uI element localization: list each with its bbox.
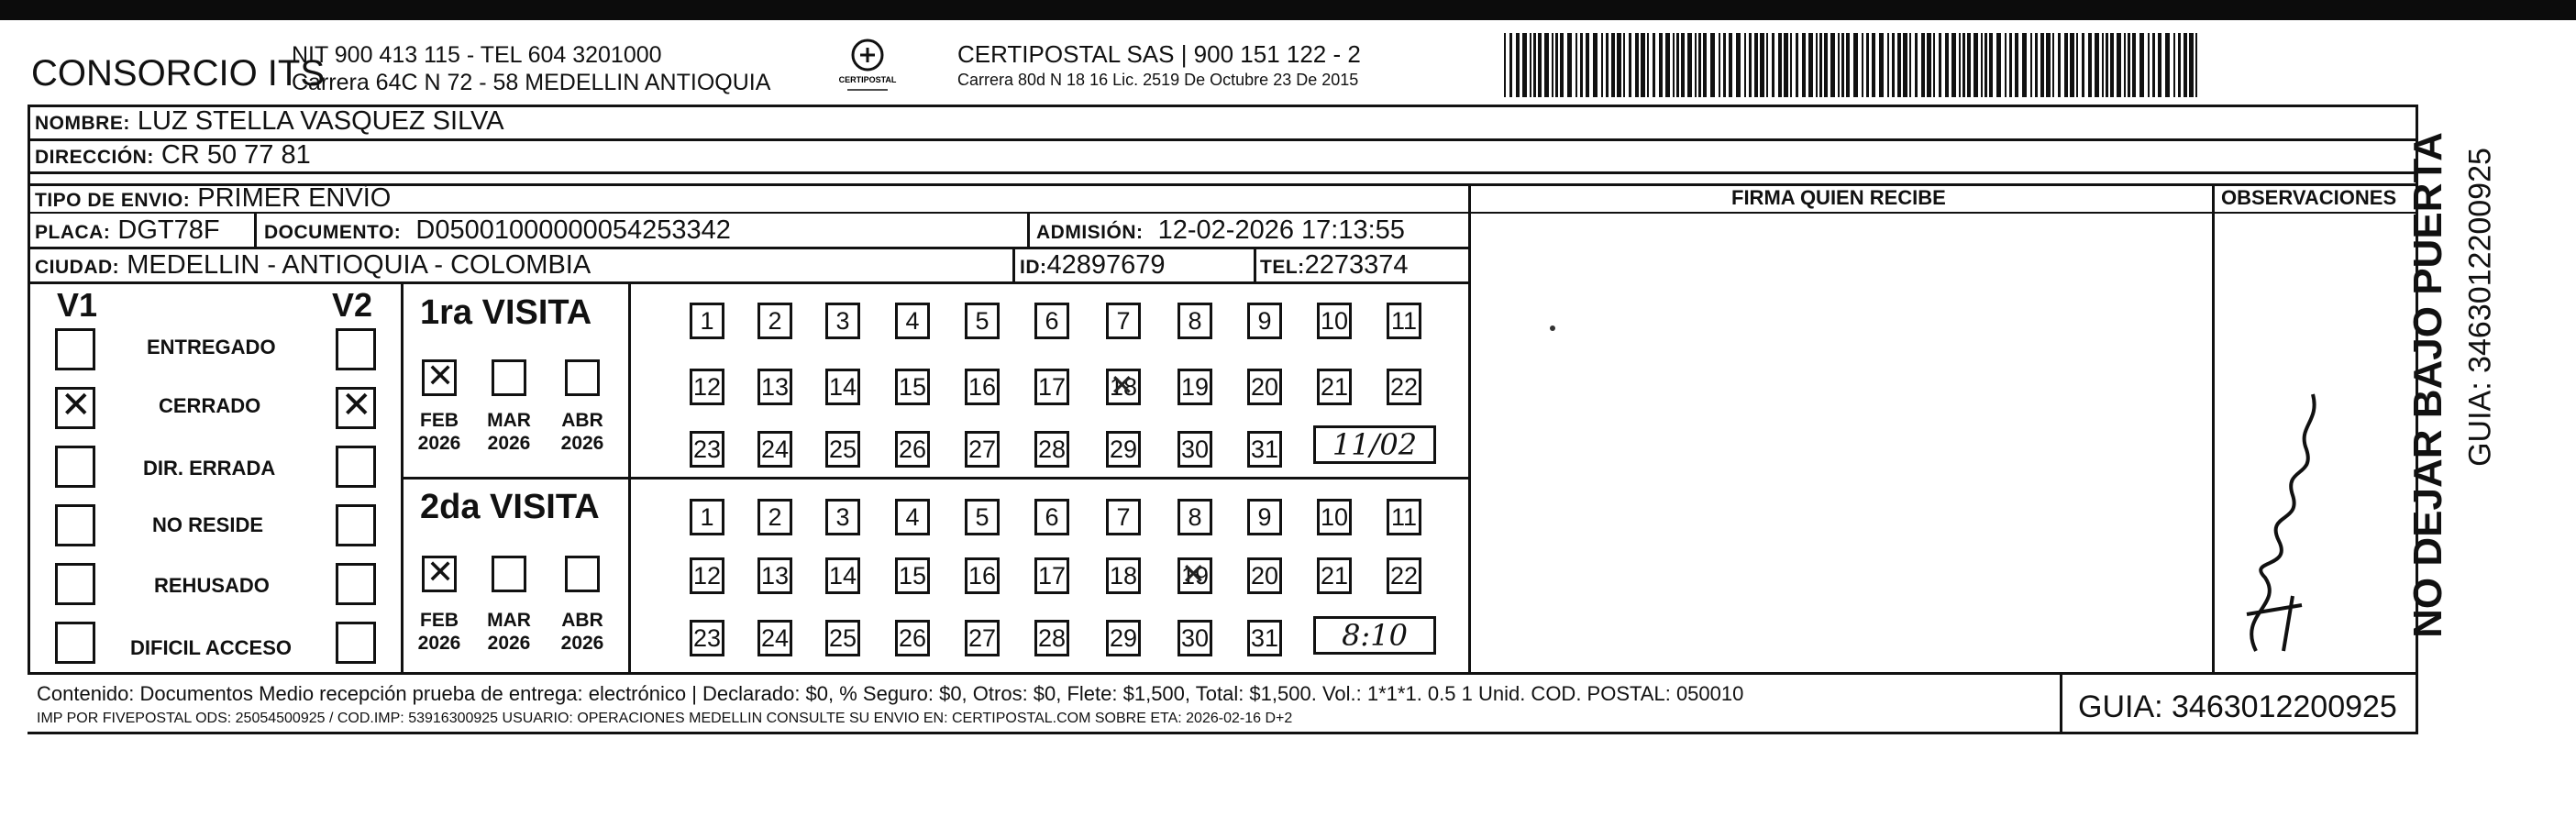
barcode-bar: [1866, 33, 1869, 97]
barcode-bar: [1606, 33, 1609, 97]
barcode-bar: [1959, 33, 1961, 97]
barcode-bar: [2128, 33, 2130, 97]
barcode-bar: [1647, 33, 1649, 97]
v1-entregado-checkbox[interactable]: [55, 328, 95, 370]
day-box[interactable]: 9: [1247, 499, 1282, 535]
tel-row: [1260, 250, 1409, 281]
day-box[interactable]: 2: [757, 499, 792, 535]
rule: [254, 212, 257, 247]
barcode-bar: [1681, 33, 1685, 97]
barcode-bar: [1892, 33, 1895, 97]
day-box[interactable]: 27: [965, 620, 1000, 656]
barcode-bar: [1522, 33, 1527, 97]
barcode-bar: [2178, 33, 2181, 97]
barcode-bar: [1695, 33, 1697, 97]
day-box[interactable]: 11: [1387, 303, 1421, 339]
barcode-bar: [1802, 33, 1806, 97]
company-address: Carrera 64C N 72 - 58 MEDELLIN ANTIOQUIA: [292, 70, 771, 95]
day-box[interactable]: 1: [690, 499, 724, 535]
rule: [28, 171, 2417, 174]
tel-value: 2273374: [1304, 250, 1409, 280]
barcode-bar: [2124, 33, 2126, 97]
admision-value: 12-02-2026 17:13:55: [1157, 215, 1405, 245]
barcode-bar: [1641, 33, 1645, 97]
month-year: 2026: [560, 633, 604, 654]
barcode-bar: [1784, 33, 1788, 97]
nombre-label: NOMBRE:: [35, 113, 130, 134]
barcode-bar: [2064, 33, 2068, 97]
day-box[interactable]: 30: [1177, 620, 1212, 656]
day-box[interactable]: 22: [1387, 369, 1421, 405]
month-label: MAR: [487, 410, 531, 431]
tipo-envio-row: [35, 183, 391, 214]
barcode-bar: [2152, 33, 2155, 97]
rule: [2416, 672, 2418, 734]
barcode-bar: [1766, 33, 1768, 97]
month-label: ABR: [561, 610, 603, 631]
barcode-bar: [1981, 33, 1983, 97]
placa-value: DGT78F: [117, 215, 220, 245]
tel-label: TEL:: [1260, 257, 1305, 278]
day-box[interactable]: 31: [1247, 431, 1282, 468]
day-box[interactable]: 17: [1034, 369, 1069, 405]
barcode-bar: [1575, 33, 1577, 97]
barcode-bar: [1593, 33, 1598, 97]
day-box[interactable]: 11: [1387, 499, 1421, 535]
direccion-label: DIRECCIÓN:: [35, 147, 154, 168]
barcode-bar: [1760, 33, 1764, 97]
barcode-bar: [1790, 33, 1792, 97]
id-row: [1020, 250, 1166, 281]
barcode-bar: [1945, 33, 1949, 97]
day-box[interactable]: 9: [1247, 303, 1282, 339]
documento-value: D05001000000054253342: [415, 215, 731, 245]
barcode-bar: [1530, 33, 1531, 97]
barcode-bar: [1830, 33, 1835, 97]
barcode-bar: [1903, 33, 1907, 97]
barcode-bar: [2076, 33, 2078, 97]
day-box[interactable]: 24: [757, 620, 792, 656]
visit-1-feb-checkbox[interactable]: [422, 359, 457, 396]
observaciones-header: OBSERVACIONES: [2221, 186, 2397, 209]
no-dejar-bajo-puerta: NO DEJAR BAJO PUERTA: [2405, 132, 2450, 638]
barcode-bar: [1879, 33, 1884, 97]
day-box[interactable]: 5: [965, 303, 1000, 339]
day-box[interactable]: 17: [1034, 557, 1069, 594]
company-name: CONSORCIO ITS: [31, 53, 326, 94]
barcode-bar: [1504, 33, 1506, 97]
visit-1-month-mar: [480, 409, 538, 455]
barcode-bar: [2030, 33, 2032, 97]
day-box[interactable]: 19: [1177, 369, 1212, 405]
barcode-bar: [1819, 33, 1822, 97]
rule: [28, 138, 2417, 141]
barcode-bar: [1509, 33, 1512, 97]
visit-1-month-feb: [410, 409, 469, 455]
barcode-bar: [2046, 33, 2051, 97]
barcode-bar: [2009, 33, 2012, 97]
barcode-bar: [1560, 33, 1564, 97]
month-year: 2026: [487, 633, 531, 654]
barcode-bar: [1927, 33, 1931, 97]
month-year: 2026: [560, 433, 604, 454]
barcode-bar: [1659, 33, 1663, 97]
v2-entregado-checkbox[interactable]: [336, 328, 376, 370]
top-band: [0, 0, 2576, 20]
barcode-bar: [2148, 33, 2150, 97]
day-box[interactable]: 27: [965, 431, 1000, 468]
barcode-bar: [1698, 33, 1701, 97]
month-label: MAR: [487, 610, 531, 631]
visit-1-title: 1ra VISITA: [420, 293, 592, 332]
placa-label: PLACA:: [35, 222, 111, 243]
day-box[interactable]: 10: [1317, 499, 1352, 535]
barcode-bar: [1872, 33, 1875, 97]
barcode-bar: [2102, 33, 2104, 97]
day-box[interactable]: 13: [757, 369, 792, 405]
barcode-bar: [1676, 33, 1679, 97]
barcode-bar: [1862, 33, 1863, 97]
barcode-bar: [1921, 33, 1925, 97]
barcode-bar: [2132, 33, 2136, 97]
month-label: FEB: [420, 610, 459, 631]
day-box[interactable]: 20: [1247, 557, 1282, 594]
barcode-bar: [1601, 33, 1603, 97]
handwritten-signature: [2228, 376, 2338, 660]
status-label-dificil-acceso: DIFICIL ACCESO: [130, 636, 293, 659]
day-box[interactable]: 19 ✕: [1177, 557, 1212, 594]
rule: [2060, 672, 2062, 734]
v1-cerrado-checkbox[interactable]: [55, 387, 95, 429]
barcode-bar: [1629, 33, 1631, 97]
barcode-bar: [1778, 33, 1782, 97]
day-box[interactable]: 13: [757, 557, 792, 594]
barcode-bar: [1808, 33, 1813, 97]
visit-2-title: 2da VISITA: [420, 488, 600, 526]
imp-line: IMP POR FIVEPOSTAL ODS: 25054500925 / COD.IMP: 53916300925 USUARIO: OPERACIONES MEDELLIN CONSULTE SU ENVIO EN: CERTIPOSTAL.COM SOBRE ETA: 2026-02-16 D+2: [37, 711, 1293, 726]
day-box[interactable]: 21: [1317, 557, 1352, 594]
day-box[interactable]: 1: [690, 303, 724, 339]
barcode-bar: [1887, 33, 1889, 97]
day-box[interactable]: 23: [690, 620, 724, 656]
day-box[interactable]: 4: [895, 303, 930, 339]
day-box[interactable]: 30: [1177, 431, 1212, 468]
barcode-bar: [2058, 33, 2061, 97]
barcode-bar: [1555, 33, 1558, 97]
barcode-bar: [1996, 33, 2001, 97]
barcode-bar: [1846, 33, 1850, 97]
day-box[interactable]: 15: [895, 557, 930, 594]
day-box[interactable]: 18: [1106, 557, 1141, 594]
certipostal-logo: [838, 35, 897, 101]
certipostal-line: CERTIPOSTAL SAS | 900 151 122 - 2: [957, 40, 1361, 68]
barcode-bar: [1580, 33, 1583, 97]
day-box[interactable]: 12: [690, 557, 724, 594]
barcode-bar: [1665, 33, 1670, 97]
ciudad-label: CIUDAD:: [35, 257, 120, 278]
barcode-bar: [1673, 33, 1675, 97]
visit-2-handwritten-time: 8:10: [1313, 616, 1436, 655]
day-box[interactable]: 23: [690, 431, 724, 468]
v1-rehusado-checkbox[interactable]: [55, 563, 95, 605]
v1-header: V1: [57, 286, 98, 324]
logo-text: CERTIPOSTAL: [838, 75, 897, 84]
barcode-bar: [2040, 33, 2044, 97]
day-box[interactable]: 22: [1387, 557, 1421, 594]
barcode-bar: [1635, 33, 1639, 97]
barcode-bar: [1939, 33, 1941, 97]
rule: [1012, 247, 1015, 281]
day-box[interactable]: 10: [1317, 303, 1352, 339]
barcode-bar: [1967, 33, 1971, 97]
barcode-bar: [2158, 33, 2161, 97]
id-value: 42897679: [1046, 250, 1166, 280]
day-box[interactable]: 7: [1106, 303, 1141, 339]
visit-1-abr-checkbox[interactable]: [565, 359, 600, 396]
barcode-bar: [2173, 33, 2175, 97]
admision-row: [1036, 215, 1405, 246]
nit-line: NIT 900 413 115 - TEL 604 3201000: [292, 42, 662, 68]
rule: [2212, 183, 2215, 674]
barcode-bar: [1897, 33, 1901, 97]
barcode-bar: [1538, 33, 1542, 97]
barcode-bar: [1985, 33, 1987, 97]
barcode-bar: [1951, 33, 1956, 97]
barcode-bar: [1687, 33, 1692, 97]
barcode-bar: [1623, 33, 1625, 97]
barcode-bar: [1611, 33, 1615, 97]
direccion-value: CR 50 77 81: [160, 140, 311, 170]
admision-label: ADMISIÓN:: [1036, 222, 1144, 243]
day-box[interactable]: 3: [825, 499, 860, 535]
visit-2-month-feb: [410, 609, 469, 655]
barcode-bar: [1816, 33, 1818, 97]
firma-header: FIRMA QUIEN RECIBE: [1731, 186, 1946, 209]
day-box[interactable]: 7: [1106, 499, 1141, 535]
barcode-bar: [1723, 33, 1726, 97]
barcode-bar: [1772, 33, 1774, 97]
v1-dificil-acceso-checkbox[interactable]: [55, 622, 95, 664]
month-label: ABR: [561, 410, 603, 431]
visit-1-mar-checkbox[interactable]: [492, 359, 526, 396]
barcode-bar: [1703, 33, 1707, 97]
barcode-bar: [2117, 33, 2121, 97]
rule: [401, 477, 1469, 480]
month-label: FEB: [420, 410, 459, 431]
ink-dot: [1550, 325, 1555, 331]
ciudad-row: [35, 250, 591, 281]
day-box[interactable]: 25: [825, 620, 860, 656]
barcode-bar: [1567, 33, 1572, 97]
day-box[interactable]: 28: [1034, 620, 1069, 656]
status-label-cerrado: CERRADO: [159, 394, 261, 417]
day-box[interactable]: 8: [1177, 303, 1212, 339]
ciudad-value: MEDELLIN - ANTIOQUIA - COLOMBIA: [127, 250, 591, 280]
day-box[interactable]: 28: [1034, 431, 1069, 468]
barcode-bar: [1744, 33, 1746, 97]
day-box[interactable]: 25: [825, 431, 860, 468]
day-box[interactable]: 31: [1247, 620, 1282, 656]
barcode-bar: [1617, 33, 1621, 97]
month-year: 2026: [487, 433, 531, 454]
v2-cerrado-checkbox[interactable]: [336, 387, 376, 429]
barcode-bar: [1736, 33, 1741, 97]
day-box[interactable]: 21: [1317, 369, 1352, 405]
barcode-bar: [1719, 33, 1720, 97]
status-label-dir-errada: DIR. ERRADA: [143, 457, 276, 480]
rule: [28, 105, 30, 675]
day-box[interactable]: 2: [757, 303, 792, 339]
barcode-bar: [1729, 33, 1732, 97]
day-box[interactable]: 14: [825, 369, 860, 405]
v2-rehusado-checkbox[interactable]: [336, 563, 376, 605]
barcode-bar: [1989, 33, 1993, 97]
barcode-bar: [1915, 33, 1918, 97]
barcode-bar: [2110, 33, 2114, 97]
barcode-bar: [1853, 33, 1858, 97]
barcode-bar: [1824, 33, 1828, 97]
content-line: Contenido: Documentos Medio recepción prueba de entrega: electrónico | Declarado: $0, % Seguro: $0, Otros: $0, Flete: $1,500, Total: $1,500. Vol.: 1*1*1. 0.5 1 Unid. COD. POSTAL: 050010: [37, 682, 1744, 705]
direccion-row: [35, 140, 311, 171]
placa-row: [35, 215, 220, 246]
barcode-bar: [2189, 33, 2194, 97]
day-box[interactable]: 16: [965, 557, 1000, 594]
barcode-bar: [2139, 33, 2144, 97]
barcode-bar: [2005, 33, 2007, 97]
day-box[interactable]: 6: [1034, 303, 1069, 339]
barcode-bar: [1973, 33, 1978, 97]
v2-dificil-acceso-checkbox[interactable]: [336, 622, 376, 664]
status-label-no-reside: NO RESIDE: [152, 513, 264, 536]
barcode-bar: [2195, 33, 2197, 97]
v1-no-reside-checkbox[interactable]: [55, 504, 95, 546]
rule: [1254, 247, 1256, 281]
day-box[interactable]: 29: [1106, 620, 1141, 656]
day-box[interactable]: 29: [1106, 431, 1141, 468]
side-guia-number: GUIA: 3463012200925: [2462, 148, 2498, 467]
status-label-rehusado: REHUSADO: [154, 574, 270, 597]
day-box[interactable]: 14: [825, 557, 860, 594]
barcode-bar: [2184, 33, 2187, 97]
day-box[interactable]: 8: [1177, 499, 1212, 535]
v2-dir-errada-checkbox[interactable]: [336, 446, 376, 488]
guia-number: GUIA: 3463012200925: [2078, 689, 2397, 724]
day-box[interactable]: 24: [757, 431, 792, 468]
day-box[interactable]: 15: [895, 369, 930, 405]
barcode-bar: [2106, 33, 2108, 97]
nombre-value: LUZ STELLA VASQUEZ SILVA: [137, 106, 504, 136]
barcode-bar: [1516, 33, 1520, 97]
day-box[interactable]: 3: [825, 303, 860, 339]
visit-2-abr-checkbox[interactable]: [565, 556, 600, 592]
barcode-bar: [2095, 33, 2099, 97]
license-line: Carrera 80d N 18 16 Lic. 2519 De Octubre 23 De 2015: [957, 71, 1359, 89]
day-box[interactable]: 6: [1034, 499, 1069, 535]
barcode-bar: [1909, 33, 1911, 97]
barcode-bar: [1754, 33, 1758, 97]
rule: [1468, 183, 1471, 674]
barcode-bar: [2052, 33, 2054, 97]
visit-2-feb-checkbox[interactable]: [422, 556, 457, 592]
visit-1-handwritten-date: 11/02: [1313, 425, 1436, 464]
documento-row: [264, 215, 731, 246]
month-year: 2026: [417, 433, 461, 454]
barcode-bar: [1838, 33, 1840, 97]
visit-2-month-abr: [553, 609, 612, 655]
status-label-entregado: ENTREGADO: [147, 336, 276, 358]
barcode-bar: [2015, 33, 2018, 97]
barcode-bar: [1710, 33, 1715, 97]
barcode-bar: [2088, 33, 2092, 97]
barcode-bar: [1841, 33, 1844, 97]
nombre-row: [35, 106, 504, 137]
barcode-bar: [1544, 33, 1549, 97]
visit-1-month-abr: [553, 409, 612, 455]
rule: [1027, 212, 1030, 247]
barcode: [1504, 33, 2206, 97]
id-label: ID:: [1020, 257, 1047, 278]
v2-header: V2: [332, 286, 373, 324]
barcode-bar: [2165, 33, 2170, 97]
tipo-envio-value: PRIMER ENVÍO: [197, 183, 392, 213]
month-year: 2026: [417, 633, 461, 654]
visit-2-mar-checkbox[interactable]: [492, 556, 526, 592]
v1-dir-errada-checkbox[interactable]: [55, 446, 95, 488]
day-box[interactable]: 26: [895, 431, 930, 468]
day-box[interactable]: 18 ✕: [1106, 369, 1141, 405]
barcode-bar: [1552, 33, 1553, 97]
barcode-bar: [2070, 33, 2074, 97]
v2-no-reside-checkbox[interactable]: [336, 504, 376, 546]
day-box[interactable]: 12: [690, 369, 724, 405]
barcode-bar: [1796, 33, 1798, 97]
barcode-bar: [2035, 33, 2038, 97]
day-box[interactable]: 4: [895, 499, 930, 535]
tipo-envio-label: TIPO DE ENVIO:: [35, 190, 191, 211]
barcode-bar: [2082, 33, 2084, 97]
rule: [28, 281, 1471, 284]
barcode-bar: [1962, 33, 1965, 97]
barcode-bar: [1749, 33, 1752, 97]
barcode-bar: [1933, 33, 1935, 97]
barcode-bar: [1586, 33, 1589, 97]
day-box[interactable]: 20: [1247, 369, 1282, 405]
day-box[interactable]: 26: [895, 620, 930, 656]
barcode-bar: [1653, 33, 1655, 97]
documento-label: DOCUMENTO:: [264, 222, 402, 243]
day-box[interactable]: 16: [965, 369, 1000, 405]
rule: [628, 281, 631, 672]
visit-2-month-mar: [480, 609, 538, 655]
barcode-bar: [2022, 33, 2027, 97]
day-box[interactable]: 5: [965, 499, 1000, 535]
barcode-bar: [1533, 33, 1536, 97]
